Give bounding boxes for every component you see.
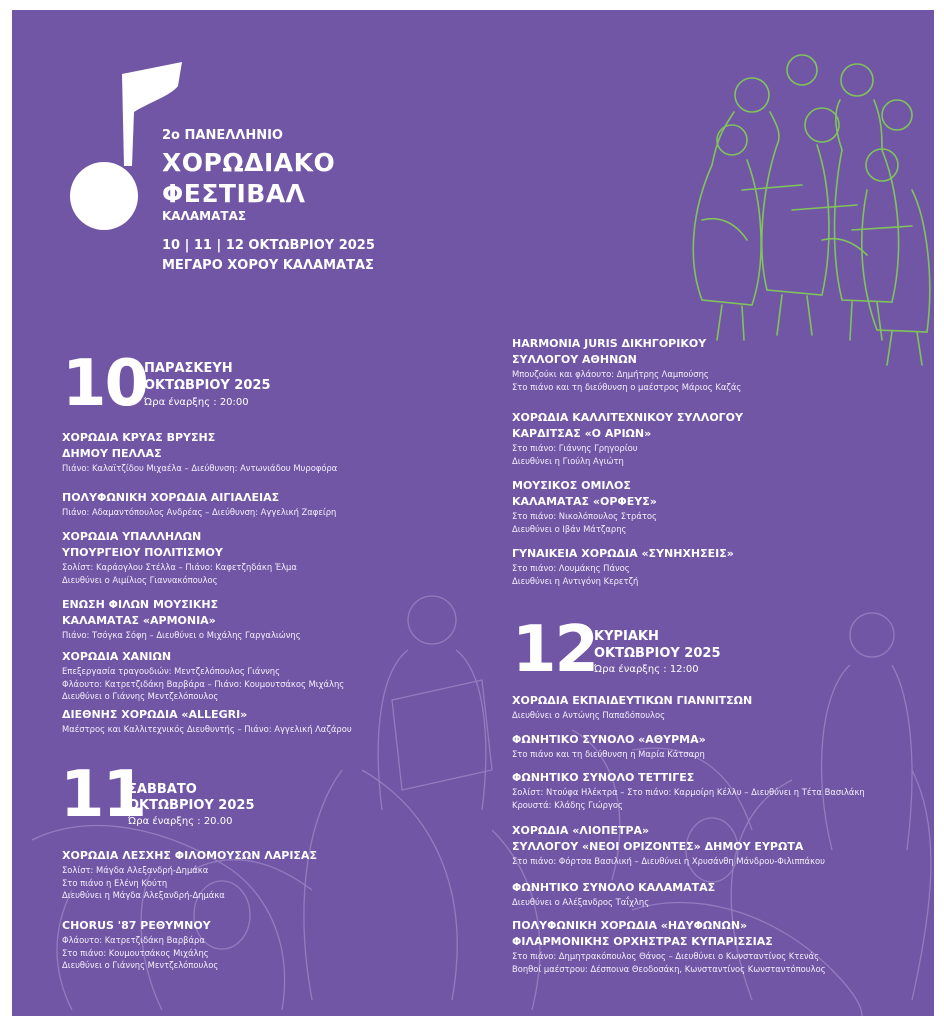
day-10-number: 10: [62, 347, 148, 421]
festival-title-line2: ΦΕΣΤΙΒΑΛ: [162, 179, 306, 208]
performance-entry: HARMONIA JURIS ΔΙΚΗΓΟΡΙΚΟΥ ΣΥΛΛΟΓΟΥ ΑΘΗΝΩΝ Μπουζούκι και φλάουτο: Δημήτρης Λαμπούσης Στο πιάνο και τη διεύθυνση ο μαέστρος Μάριος Καζάς: [512, 337, 742, 392]
performance-entry: ΧΟΡΩΔΙΑ ΚΡΥΑΣ ΒΡΥΣΗΣ ΔΗΜΟΥ ΠΕΛΛΑΣ Πιάνο: Καλαϊτζίδου Μιχαέλα – Διεύθυνση: Αντωνιάδου Μυροφόρα: [62, 431, 338, 473]
festival-dates: 10 | 11 | 12 ΟΚΤΩΒΡΙΟΥ 2025: [162, 238, 375, 253]
performance-entry: ΧΟΡΩΔΙΑ ΚΑΛΛΙΤΕΧΝΙΚΟΥ ΣΥΛΛΟΓΟΥ ΚΑΡΔΙΤΣΑΣ «Ο ΑΡΙΩΝ» Στο πιάνο: Γιάννης Γρηγορίου Διευθύνει η Γιούλη Αγιώτη: [512, 411, 743, 466]
performance-entry: ΧΟΡΩΔΙΑ ΛΕΣΧΗΣ ΦΙΛΟΜΟΥΣΩΝ ΛΑΡΙΣΑΣ Σολίστ: Μάγδα Αλεξανδρή-Δημάκα Στο πιάνο η Ελένη Κούτη Διευθύνει η Μάγδα Αλεξανδρή-Δημάκα: [62, 849, 317, 900]
performance-entry: ΧΟΡΩΔΙΑ ΧΑΝΙΩΝ Επεξεργασία τραγουδιών: Μεντζελόπουλος Γιάννης Φλάουτο: Κατρετζιδάκη Βαρβάρα – Πιάνο: Κουμουτσάκος Μιχάλης Διευθύνει ο Γιάννης Μεντζελόπουλος: [62, 650, 345, 701]
performance-entry: CHORUS '87 ΡΕΘΥΜΝΟΥ Φλάουτο: Κατρετζιδάκη Βαρβάρα Στο πιάνο: Κουμουτσάκος Μιχάλης Διευθύνει ο Γιάννης Μεντζελόπουλος: [62, 919, 219, 970]
performance-entry: ΦΩΝΗΤΙΚΟ ΣΥΝΟΛΟ «ΑΘΥΡΜΑ» Στο πιάνο και τη διεύθυνση η Μαρία Κάτσαρη: [512, 733, 706, 759]
performance-entry: ΕΝΩΣΗ ΦΙΛΩΝ ΜΟΥΣΙΚΗΣ ΚΑΛΑΜΑΤΑΣ «ΑΡΜΟΝΙΑ» Πιάνο: Τσόγκα Σόφη – Διευθύνει ο Μιχάλης Γαργαλιώνης: [62, 598, 301, 640]
performance-entry: ΜΟΥΣΙΚΟΣ ΟΜΙΛΟΣ ΚΑΛΑΜΑΤΑΣ «ΟΡΦΕΥΣ» Στο πιάνο: Νικολόπουλος Στράτος Διευθύνει ο Ιβάν Μάτζαρης: [512, 479, 657, 534]
performance-entry: ΧΟΡΩΔΙΑ «ΛΙΟΠΕΤΡΑ» ΣΥΛΛΟΓΟΥ «ΝΕΟΙ ΟΡΙΖΟΝΤΕΣ» ΔΗΜΟΥ ΕΥΡΩΤΑ Στο πιάνο: Φόρτσα Βασιλική – Διευθύνει η Χρυσάνθη Μάνδρου-Φιλιππάκου: [512, 824, 825, 866]
festival-city: ΚΑΛΑΜΑΤΑΣ: [162, 209, 247, 223]
day-10-start-time: Ώρα έναρξης : 20:00: [144, 397, 249, 408]
day-12-month: ΟΚΤΩΒΡΙΟΥ 2025: [594, 646, 721, 661]
festival-poster: [12, 10, 934, 1016]
festival-edition: 2ο ΠΑΝΕΛΛΗΝΙΟ: [162, 128, 283, 143]
day-12-name: ΚΥΡΙΑΚΗ: [594, 629, 659, 644]
choir-line-art: [682, 40, 934, 370]
day-11-month: ΟΚΤΩΒΡΙΟΥ 2025: [128, 798, 255, 813]
day-10-name: ΠΑΡΑΣΚΕΥΗ: [144, 361, 233, 376]
performance-entry: ΠΟΛΥΦΩΝΙΚΗ ΧΟΡΩΔΙΑ ΑΙΓΙΑΛΕΙΑΣ Πιάνο: Αδαμαντόπουλος Ανδρέας – Διεύθυνση: Αγγελική Ζαφείρη: [62, 491, 337, 517]
day-11-number: 11: [60, 758, 146, 832]
festival-title-line1: ΧΟΡΩΔΙΑΚΟ: [162, 148, 336, 177]
performance-entry: ΧΟΡΩΔΙΑ ΕΚΠΑΙΔΕΥΤΙΚΩΝ ΓΙΑΝΝΙΤΣΩΝ Διευθύνει ο Αντώνης Παπαδόπουλος: [512, 694, 753, 720]
day-12-number: 12: [512, 613, 598, 687]
performance-entry: ΓΥΝΑΙΚΕΙΑ ΧΟΡΩΔΙΑ «ΣΥΝΗΧΗΣΕΙΣ» Στο πιάνο: Λουμάκης Πάνος Διευθύνει η Αντιγόνη Κερετζή: [512, 547, 734, 586]
performance-entry: ΔΙΕΘΝΗΣ ΧΟΡΩΔΙΑ «ALLEGRI» Μαέστρος και Καλλιτεχνικός Διευθυντής – Πιάνο: Αγγελική Λαζάρου: [62, 708, 352, 734]
performance-entry: ΦΩΝΗΤΙΚΟ ΣΥΝΟΛΟ ΚΑΛΑΜΑΤΑΣ Διευθύνει ο Αλέξανδρος Ταΐχλης: [512, 881, 716, 907]
performance-entry: ΠΟΛΥΦΩΝΙΚΗ ΧΟΡΩΔΙΑ «ΗΔΥΦΩΝΩΝ» ΦΙΛΑΡΜΟΝΙΚΗΣ ΟΡΧΗΣΤΡΑΣ ΚΥΠΑΡΙΣΣΙΑΣ Στο πιάνο: Δημητρακόπουλος Θάνος – Διευθύνει ο Κωνσταντίνος Κτενάς Βοηθοί μαέστρου: Δέσποινα Θεοδοσάκη, Κωνσταντίνος Κωνσταντόπουλος: [512, 919, 826, 974]
day-12-start-time: Ώρα έναρξης : 12:00: [594, 664, 699, 675]
performance-entry: ΧΟΡΩΔΙΑ ΥΠΑΛΛΗΛΩΝ ΥΠΟΥΡΓΕΙΟΥ ΠΟΛΙΤΙΣΜΟΥ Σολίστ: Καράογλου Στέλλα – Πιάνο: Καφετζηδάκη Έλμα Διευθύνει ο Αιμίλιος Γιαννακόπουλος: [62, 530, 297, 585]
festival-venue: ΜΕΓΑΡΟ ΧΟΡΟΥ ΚΑΛΑΜΑΤΑΣ: [162, 258, 374, 273]
day-11-start-time: Ώρα έναρξης : 20.00: [128, 816, 233, 827]
performance-entry: ΦΩΝΗΤΙΚΟ ΣΥΝΟΛΟ ΤΕΤΤΙΓΕΣ Σολίστ: Ντούφα Ηλέκτρα – Στο πιάνο: Καρμοίρη Κέλλυ – Διευθύνει η Τέτα Βασιλάκη Κρουστά: Κλάδης Γιώργος: [512, 771, 865, 810]
day-11-name: ΣΑΒΒΑΤΟ: [128, 782, 197, 797]
day-10-month: ΟΚΤΩΒΡΙΟΥ 2025: [144, 378, 271, 393]
